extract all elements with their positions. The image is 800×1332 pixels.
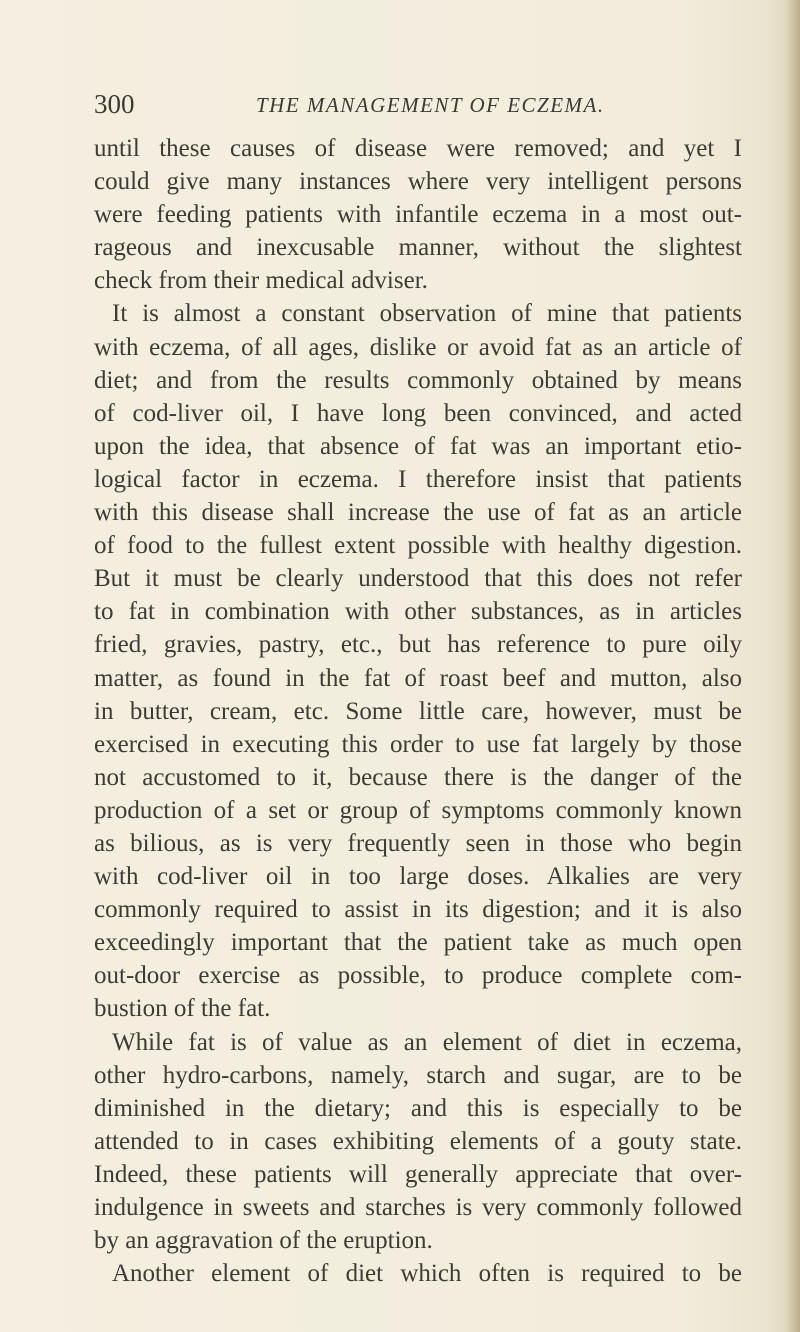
text-line: fried, gravies, pastry, etc., but has reference to pure oily (94, 631, 742, 659)
text-line: check from their medical adviser. (94, 267, 428, 295)
text-line: by an aggravation of the eruption. (94, 1227, 433, 1255)
text-line: with this disease shall increase the use of fat as an article (94, 499, 742, 527)
text-line: could give many instances where very intelligent persons (94, 168, 742, 196)
text-line: diet; and from the results commonly obtained by means (94, 366, 742, 394)
body-text (94, 132, 742, 1290)
text-line: upon the idea, that absence of fat was an important etio- (94, 432, 742, 460)
text-line: attended to in cases exhibiting elements of a gouty state. (94, 1127, 742, 1155)
text-line: as bilious, as is very frequently seen in those who begin (94, 829, 742, 857)
text-line: exceedingly important that the patient take as much open (94, 929, 742, 957)
text-line: indulgence in sweets and starches is very commonly followed (94, 1194, 742, 1221)
text-line: were feeding patients with infantile eczema in a most out- (94, 201, 742, 229)
text-line: matter, as found in the fat of roast beef and mutton, also (94, 664, 742, 692)
text-line: rageous and inexcusable manner, without the slightest (94, 234, 742, 262)
text-line: logical factor in eczema. I therefore insist that patients (94, 465, 742, 493)
page-edge-shadow (786, 0, 800, 1332)
text-line: production of a set or group of symptoms commonly known (94, 796, 742, 824)
text-line: Another element of diet which often is required to be (112, 1260, 742, 1288)
text-line: But it must be clearly understood that this does not refer (94, 565, 742, 593)
text-line: of food to the fullest extent possible with healthy digestion. (94, 532, 742, 560)
text-line: bustion of the fat. (94, 995, 271, 1023)
text-line: While fat is of value as an element of diet in eczema, (112, 1028, 742, 1056)
text-line: with eczema, of all ages, dislike or avoid fat as an article of (94, 333, 742, 361)
running-title: THE MANAGEMENT OF ECZEMA. (256, 93, 605, 117)
text-line: exercised in executing this order to use fat largely by those (94, 730, 742, 758)
text-line: until these causes of disease were removed; and yet I (94, 135, 742, 162)
text-line: not accustomed to it, because there is the danger of the (94, 763, 742, 791)
text-line: to fat in combination with other substances, as in articles (94, 598, 742, 626)
text-line: with cod-liver oil in too large doses. Alkalies are very (94, 863, 742, 891)
text-line: other hydro-carbons, namely, starch and sugar, are to be (94, 1061, 742, 1089)
text-line: Indeed, these patients will generally appreciate that over- (94, 1160, 742, 1188)
text-line: in butter, cream, etc. Some little care, however, must be (94, 697, 742, 725)
text-line: of cod-liver oil, I have long been convinced, and acted (94, 399, 742, 427)
running-head (94, 86, 744, 126)
page-number: 300 (94, 89, 135, 119)
text-line: commonly required to assist in its digestion; and it is also (94, 896, 742, 924)
text-line: It is almost a constant observation of mine that patients (112, 300, 742, 328)
text-line: out-door exercise as possible, to produce complete com- (94, 962, 742, 990)
text-line: diminished in the dietary; and this is especially to be (94, 1094, 742, 1122)
